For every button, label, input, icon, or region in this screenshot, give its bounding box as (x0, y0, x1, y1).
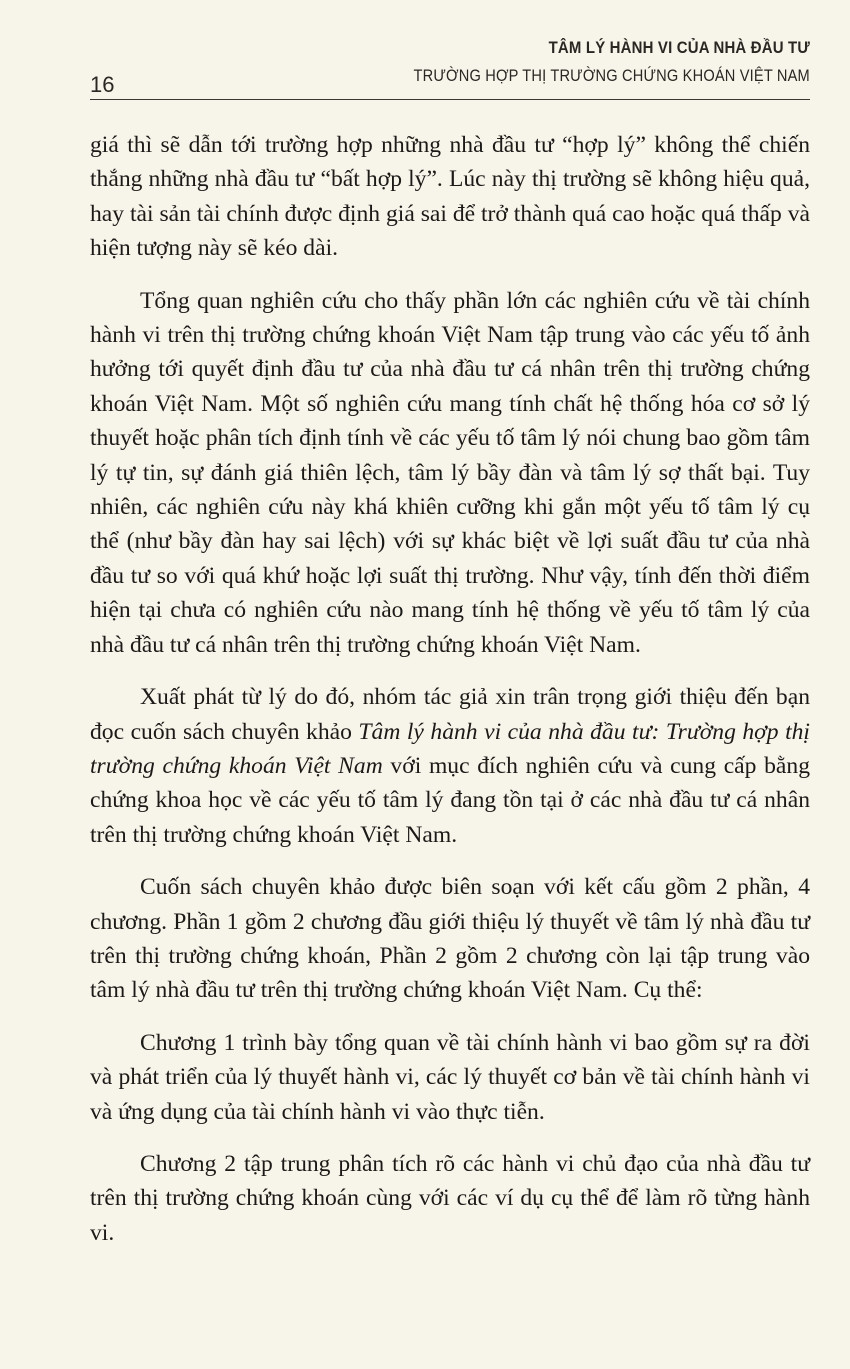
paragraph-3 (90, 680, 810, 852)
paragraph-6: Chương 2 tập trung phân tích rõ các hành vi chủ đạo của nhà đầu tư trên thị trường chứng khoán cùng với các ví dụ cụ thể để làm rõ từng hành vi. (90, 1150, 810, 1246)
page-header (90, 28, 810, 102)
page-number: 16 (90, 72, 115, 97)
paragraph-3-text-after: với mục đích nghiên cứu và cung cấp bằng chứng khoa học về các yếu tố tâm lý đang tồn tại ở các nhà đầu tư cá nhân trên thị trường chứng khoán Việt Nam. (90, 752, 810, 848)
header-rule (90, 99, 810, 100)
book-title: TÂM LÝ HÀNH VI CỦA NHÀ ĐẦU TƯ (548, 38, 810, 57)
body-text (90, 128, 810, 1268)
book-subtitle: TRƯỜNG HỢP THỊ TRƯỜNG CHỨNG KHOÁN VIỆT NAM (413, 66, 810, 85)
paragraph-5: Chương 1 trình bày tổng quan về tài chính hành vi bao gồm sự ra đời và phát triển của lý thuyết hành vi, các lý thuyết cơ bản về tài chính hành vi và ứng dụng của tài chính hành vi vào thực tiễn. (90, 1029, 810, 1125)
paragraph-4: Cuốn sách chuyên khảo được biên soạn với kết cấu gồm 2 phần, 4 chương. Phần 1 gồm 2 chương đầu giới thiệu lý thuyết về tâm lý nhà đầu tư trên thị trường chứng khoán, Phần 2 gồm 2 chương còn lại tập trung vào tâm lý nhà đầu tư trên thị trường chứng khoán Việt Nam. Cụ thể: (90, 874, 810, 1004)
paragraph-3-text-before: Xuất phát từ lý do đó, nhóm tác giả xin trân trọng giới thiệu đến bạn đọc cuốn sách chuyên khảo (90, 684, 810, 745)
book-title-italic: Tâm lý hành vi của nhà đầu tư: Trường hợp thị trường chứng khoán Việt Nam (90, 718, 810, 779)
paragraph-1: giá thì sẽ dẫn tới trường hợp những nhà đầu tư “hợp lý” không thể chiến thắng những nhà đầu tư “bất hợp lý”. Lúc này thị trường sẽ không hiệu quả, hay tài sản tài chính được định giá sai để trở thành quá cao hoặc quá thấp và hiện tượng này sẽ kéo dài. (90, 132, 810, 262)
running-head (349, 38, 810, 86)
paragraph-2: Tổng quan nghiên cứu cho thấy phần lớn các nghiên cứu về tài chính hành vi trên thị trường chứng khoán Việt Nam tập trung vào các yếu tố ảnh hưởng tới quyết định đầu tư của nhà đầu tư cá nhân trên thị trường chứng khoán Việt Nam. Một số nghiên cứu mang tính chất hệ thống hóa cơ sở lý thuyết hoặc phân tích định tính về các yếu tố tâm lý nói chung bao gồm tâm lý tự tin, sự đánh giá thiên lệch, tâm lý bầy đàn và tâm lý sợ thất bại. Tuy nhiên, các nghiên cứu này khá khiên cưỡng khi gắn một yếu tố tâm lý cụ thể (như bầy đàn hay sai lệch) với sự khác biệt về lợi suất đầu tư của nhà đầu tư so với quá khứ hoặc lợi suất thị trường. Như vậy, tính đến thời điểm hiện tại chưa có nghiên cứu nào mang tính hệ thống về yếu tố tâm lý của nhà đầu tư cá nhân trên thị trường chứng khoán Việt Nam. (90, 287, 810, 658)
